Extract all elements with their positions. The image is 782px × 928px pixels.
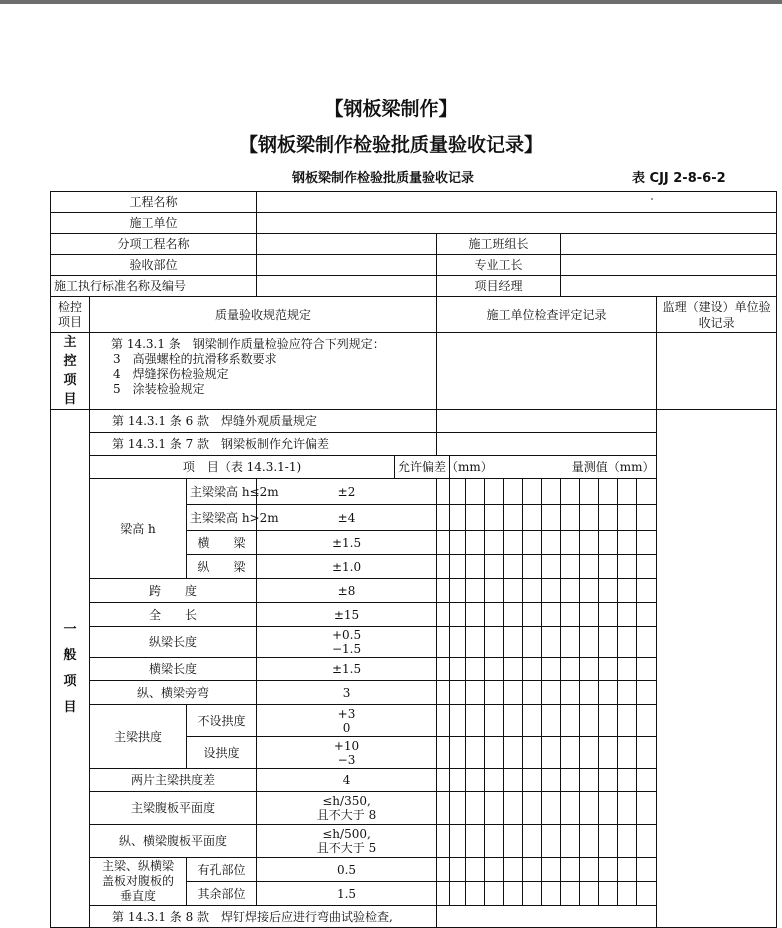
span-label: 跨 度 [90, 579, 257, 603]
cross-label: 横 梁 [187, 531, 257, 555]
longi-tolerance: ±1.0 [257, 555, 437, 579]
h2-tolerance: ±4 [257, 505, 437, 531]
clause8-text: 第 14.3.1 条 8 款 焊钉焊接后应进行弯曲试验检查, [90, 906, 437, 928]
cross-len-label: 横梁长度 [90, 658, 257, 681]
main-control-item: 3 高强螺栓的抗滑移系数要求 [113, 352, 277, 366]
row-standard [51, 276, 777, 297]
holes-tolerance: 0.5 [257, 858, 437, 882]
main-title: 【钢板梁制作检验批质量验收记录】 [238, 134, 543, 156]
general-supervisor [657, 410, 777, 928]
main-control-content [90, 333, 437, 410]
inspection-record-table [50, 191, 777, 928]
main-control-item: 5 涂装检验规定 [113, 382, 205, 396]
lw-web-flat-label: 纵、横梁腹板平面度 [90, 825, 257, 858]
label-foreman: 专业工长 [437, 255, 561, 276]
value-acceptance-part [257, 255, 437, 276]
longi-len-tolerance: +0.5 −1.5 [257, 627, 437, 658]
tolerance-header: 允许偏差（mm） [395, 456, 450, 479]
value-standard [257, 276, 437, 297]
holes-label: 有孔部位 [187, 858, 257, 882]
header-supervisor-record: 监理（建设）单位验收记录 [657, 297, 777, 333]
general-label: 一般项目 [51, 410, 90, 928]
length-label: 全 长 [90, 603, 257, 627]
no-camber-tolerance: +3 0 [257, 705, 437, 737]
label-construction-unit: 施工单位 [51, 213, 257, 234]
value-sub-project [257, 234, 437, 255]
label-project-name: 工程名称 [51, 192, 257, 213]
camber-label: 主梁拱度 [90, 705, 187, 769]
web-flat-tolerance: ≤h/350, 且不大于 8 [257, 792, 437, 825]
beam-height-label: 梁高 h [90, 479, 187, 579]
clause6-record [437, 410, 657, 433]
label-team-leader: 施工班组长 [437, 234, 561, 255]
category-title: 【钢板梁制作】 [324, 98, 458, 120]
main-control-supervisor [657, 333, 777, 410]
with-camber-tolerance: +10 −3 [257, 737, 437, 769]
measured-header: 量测值（mm） [450, 456, 777, 479]
length-tolerance: ±15 [257, 603, 437, 627]
longi-len-label: 纵梁长度 [90, 627, 257, 658]
clause7-text: 第 14.3.1 条 7 款 钢梁板制作允许偏差 [90, 433, 437, 456]
header-contractor-record: 施工单位检查评定记录 [437, 297, 657, 333]
no-camber-label: 不设拱度 [187, 705, 257, 737]
camber-diff-label: 两片主梁拱度差 [90, 769, 257, 792]
h2-label: 主梁梁高 h>2m [187, 505, 257, 531]
row-clause6 [51, 410, 777, 433]
row-construction-unit [51, 213, 777, 234]
h1-label: 主梁梁高 h≤2m [187, 479, 257, 505]
header-spec: 质量验收规范规定 [90, 297, 437, 333]
label-standard: 施工执行标准名称及编号 [51, 276, 257, 297]
longi-label: 纵 梁 [187, 555, 257, 579]
header-inspect-item: 检控项目 [51, 297, 90, 333]
clause6-text: 第 14.3.1 条 6 款 焊缝外观质量规定 [90, 410, 437, 433]
main-control-item: 4 焊缝探伤检验规定 [113, 367, 229, 381]
value-project-name [257, 192, 777, 213]
cross-len-tolerance: ±1.5 [257, 658, 437, 681]
h1-tolerance: ±2 [257, 479, 437, 505]
bend-tolerance: 3 [257, 681, 437, 705]
value-project-manager [561, 276, 777, 297]
table-title: 钢板梁制作检验批质量验收记录 [292, 171, 475, 186]
cross-tolerance: ±1.5 [257, 531, 437, 555]
value-team-leader [561, 234, 777, 255]
others-tolerance: 1.5 [257, 882, 437, 906]
label-sub-project: 分项工程名称 [51, 234, 257, 255]
clause7-record [437, 433, 657, 456]
row-main-control [51, 333, 777, 410]
row-sub-project [51, 234, 777, 255]
with-camber-label: 设拱度 [187, 737, 257, 769]
main-control-label: 主控项目 [51, 333, 90, 410]
clause8-record [437, 906, 657, 928]
main-control-heading: 第 14.3.1 条 钢梁制作质量检验应符合下列规定： [111, 337, 385, 351]
camber-diff-tolerance: 4 [257, 769, 437, 792]
main-control-record [437, 333, 657, 410]
web-flat-label: 主梁腹板平面度 [90, 792, 257, 825]
window-top-border [0, 0, 782, 4]
value-construction-unit [257, 213, 777, 234]
span-tolerance: ±8 [257, 579, 437, 603]
label-project-manager: 项目经理 [437, 276, 561, 297]
row-item-headers [51, 456, 777, 479]
row-acceptance-part [51, 255, 777, 276]
bend-label: 纵、横梁旁弯 [90, 681, 257, 705]
others-label: 其余部位 [187, 882, 257, 906]
lw-web-flat-tolerance: ≤h/500, 且不大于 5 [257, 825, 437, 858]
table-code: 表 CJJ 2-8-6-2 [632, 171, 726, 186]
perpendicularity-label: 主梁、纵横梁 盖板对腹板的 垂直度 [90, 858, 187, 906]
item-header: 项 目（表 14.3.1-1) [90, 456, 395, 479]
row-project-name [51, 192, 777, 213]
value-foreman [561, 255, 777, 276]
label-acceptance-part: 验收部位 [51, 255, 257, 276]
row-column-headers [51, 297, 777, 333]
